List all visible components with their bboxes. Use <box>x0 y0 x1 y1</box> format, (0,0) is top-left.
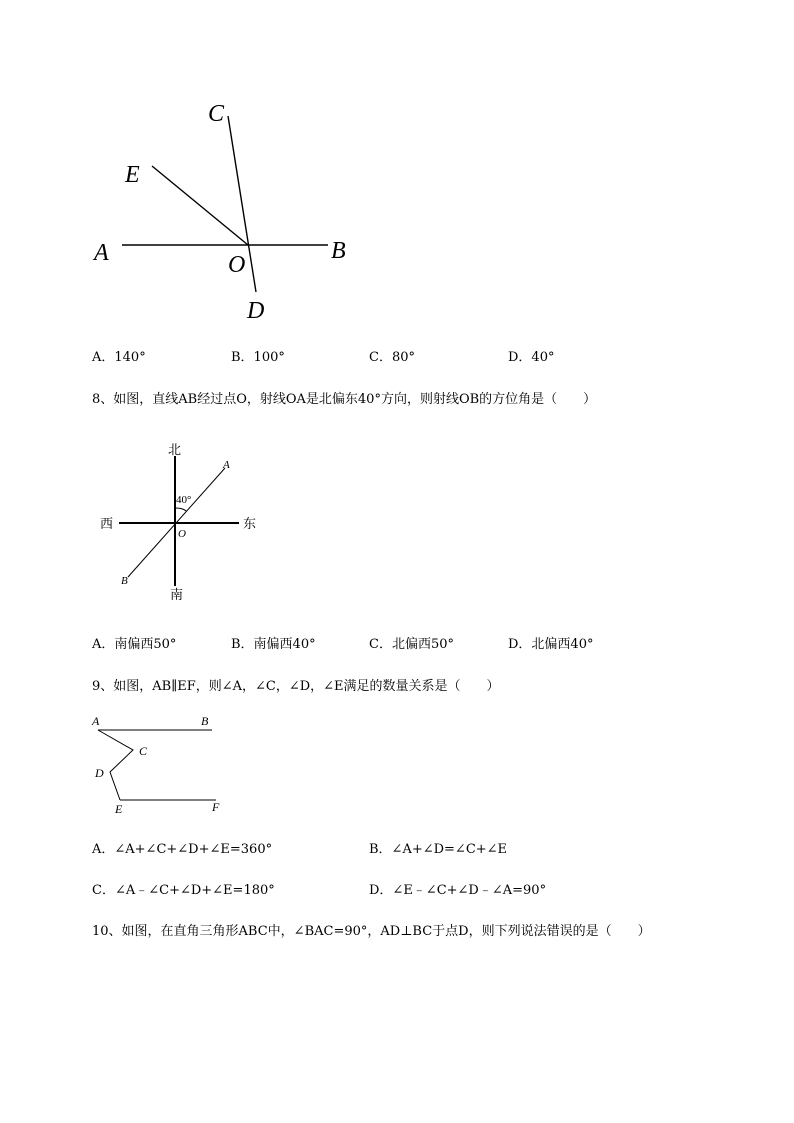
q7-option-b: B．100° <box>231 350 285 365</box>
label-o-compass: O <box>178 528 186 540</box>
q9-option-c: C．∠A﹣∠C+∠D+∠E=180° <box>92 883 275 898</box>
q9-stem: 9、如图，AB∥EF，则∠A，∠C，∠D，∠E满足的数量关系是（ ） <box>92 679 500 694</box>
label-d: D <box>247 298 265 324</box>
ray-oe <box>152 166 248 245</box>
label-c: C <box>208 101 225 127</box>
q9-option-a: A．∠A+∠C+∠D+∠E=360° <box>92 842 273 857</box>
angle-figure-1 <box>80 90 380 330</box>
label-b-compass: B <box>121 575 128 587</box>
angle-arc <box>175 508 186 511</box>
q10-stem: 10、如图，在直角三角形ABC中，∠BAC=90°，AD⊥BC于点D，则下列说法错误的是（ ） <box>92 924 651 939</box>
label-b-parallel: B <box>201 714 209 728</box>
q7-option-d: D．40° <box>508 350 555 365</box>
label-south: 南 <box>170 587 184 602</box>
q8-option-b: B．南偏西40° <box>231 637 316 652</box>
q8-stem: 8、如图，直线AB经过点O，射线OA是北偏东40°方向，则射线OB的方位角是（ ） <box>92 392 597 407</box>
label-east: 东 <box>243 516 257 531</box>
label-a-parallel: A <box>92 714 100 728</box>
label-a: A <box>94 240 109 266</box>
q9-option-d: D．∠E﹣∠C+∠D﹣∠A=90° <box>369 883 547 898</box>
q7-option-c: C．80° <box>369 350 415 365</box>
label-d-parallel: D <box>95 766 104 780</box>
compass-figure <box>95 438 275 608</box>
parallel-lines-figure <box>88 710 238 820</box>
label-e: E <box>125 162 140 188</box>
label-a-compass: A <box>223 459 230 471</box>
label-f-parallel: F <box>212 800 220 814</box>
label-b: B <box>331 238 346 264</box>
q8-option-d: D．北偏西40° <box>508 637 594 652</box>
label-angle-40: 40° <box>176 494 192 506</box>
broken-line-acde <box>98 730 133 800</box>
q9-option-b: B．∠A+∠D=∠C+∠E <box>369 842 508 857</box>
q8-option-a: A．南偏西50° <box>92 637 177 652</box>
label-north: 北 <box>168 442 182 457</box>
label-e-parallel: E <box>115 802 123 816</box>
label-c-parallel: C <box>139 744 148 758</box>
label-o: O <box>228 252 246 278</box>
q7-option-a: A．140° <box>92 350 146 365</box>
q8-option-c: C．北偏西50° <box>369 637 454 652</box>
label-west: 西 <box>100 516 114 531</box>
